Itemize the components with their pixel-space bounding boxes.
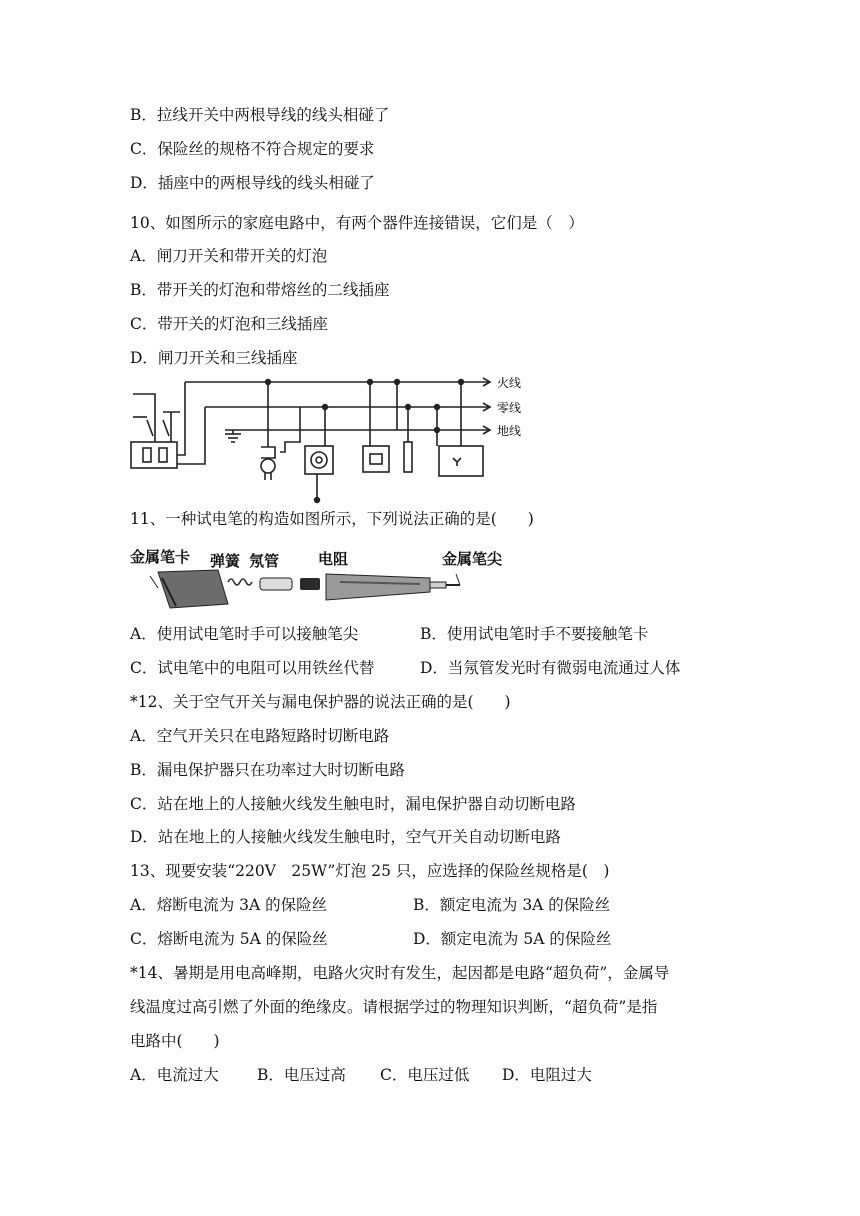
q10-option-a: A．闸刀开关和带开关的灯泡 bbox=[130, 247, 328, 265]
q11-option-c: C．试电笔中的电阻可以用铁丝代替 bbox=[130, 659, 375, 677]
q12-option-d: D．站在地上的人接触火线发生触电时，空气开关自动切断电路 bbox=[130, 828, 561, 846]
q11-option-b: B．使用试电笔时手不要接触笔卡 bbox=[420, 625, 649, 643]
q14-stem-line-1: *14、暑期是用电高峰期，电路火灾时有发生，起因都是电路“超负荷”，金属导 bbox=[130, 964, 670, 982]
q14-option-c: C．电压过低 bbox=[380, 1066, 470, 1084]
q9-option-c: C．保险丝的规格不符合规定的要求 bbox=[130, 140, 375, 158]
test-pen-drawing bbox=[130, 566, 520, 610]
metal-clip-label: 金属笔卡 bbox=[130, 548, 191, 566]
q12-option-c: C．站在地上的人接触火线发生触电时，漏电保护器自动切断电路 bbox=[130, 795, 576, 813]
test-pen-figure bbox=[130, 546, 520, 610]
q10-option-c: C．带开关的灯泡和三线插座 bbox=[130, 315, 328, 333]
q14-option-b: B．电压过高 bbox=[257, 1066, 346, 1084]
neon-tube-label: 氖管 bbox=[249, 552, 280, 570]
q14-stem-line-2: 线温度过高引燃了外面的绝缘皮。请根据学过的物理知识判断，“超负荷”是指 bbox=[130, 998, 658, 1016]
resistor-label: 电阻 bbox=[318, 550, 349, 568]
q12-option-a: A．空气开关只在电路短路时切断电路 bbox=[130, 727, 390, 745]
q13-stem: 13、现要安装“220V 25W”灯泡 25 只，应选择的保险丝规格是( ) bbox=[130, 862, 610, 880]
q12-option-b: B．漏电保护器只在功率过大时切断电路 bbox=[130, 761, 405, 779]
q13-option-d: D．额定电流为 5A 的保险丝 bbox=[413, 930, 612, 948]
spring-label: 弹簧 bbox=[210, 552, 241, 570]
ground-wire-label: 地线 bbox=[497, 424, 522, 438]
q11-option-a: A．使用试电笔时手可以接触笔尖 bbox=[130, 625, 359, 643]
q9-option-b: B．拉线开关中两根导线的线头相碰了 bbox=[130, 106, 390, 124]
q12-stem: *12、关于空气开关与漏电保护器的说法正确的是( ) bbox=[130, 693, 511, 711]
q13-option-c: C．熔断电流为 5A 的保险丝 bbox=[130, 930, 328, 948]
q11-stem: 11、一种试电笔的构造如图所示，下列说法正确的是( ) bbox=[130, 510, 534, 528]
household-circuit-figure bbox=[125, 372, 535, 510]
q10-stem: 10、如图所示的家庭电路中，有两个器件连接错误，它们是（ ） bbox=[130, 214, 584, 232]
q13-option-a: A．熔断电流为 3A 的保险丝 bbox=[130, 896, 328, 914]
q13-option-b: B．额定电流为 3A 的保险丝 bbox=[413, 896, 611, 914]
q14-stem-line-3: 电路中( ) bbox=[130, 1032, 220, 1050]
neutral-wire-label: 零线 bbox=[497, 401, 522, 415]
q10-option-d: D．闸刀开关和三线插座 bbox=[130, 349, 298, 367]
live-wire-label: 火线 bbox=[497, 376, 522, 390]
q14-option-d: D．电阻过大 bbox=[502, 1066, 592, 1084]
metal-tip-label: 金属笔尖 bbox=[442, 550, 503, 568]
q10-option-b: B．带开关的灯泡和带熔丝的二线插座 bbox=[130, 281, 390, 299]
q9-option-d: D．插座中的两根导线的线头相碰了 bbox=[130, 174, 375, 192]
q11-option-d: D．当氖管发光时有微弱电流通过人体 bbox=[420, 659, 681, 677]
q14-option-a: A．电流过大 bbox=[130, 1066, 219, 1084]
